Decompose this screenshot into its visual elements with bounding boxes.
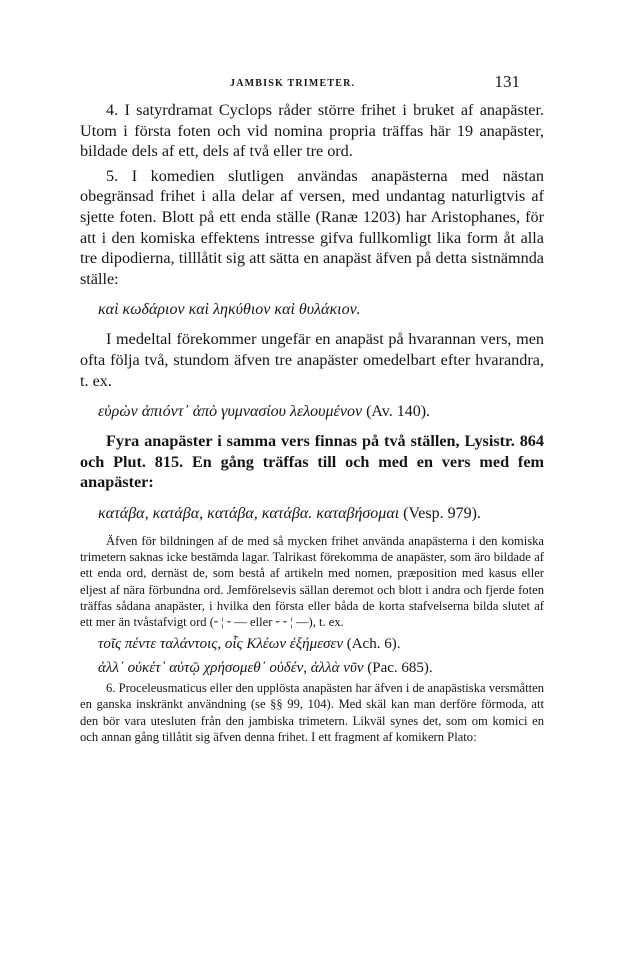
greek-verse-4-ref: (Ach. 6). <box>346 636 401 653</box>
greek-verse-2 <box>98 401 544 423</box>
paragraph-5: 5. I komedien slutligen användas anapästerna med nästan obegränsad frihet i alla delar af versen, med undantag naturligtvis af sjette foten. Blott på ett enda ställe (Ranæ 1203) har Aristophanes, för att i den komiska effektens intresse gifva fullkomligt lika form åt alla tre dipodierna, tilllåtit sig att sätta en anapäst äfven på detta sistnämnda ställe: <box>80 166 544 288</box>
running-head: JAMBISK TRIMETER. <box>230 78 356 89</box>
page-header <box>110 72 520 94</box>
greek-verse-1-text: καὶ κωδάριον καὶ ληκύθιον καὶ θυλάκιον. <box>98 301 361 319</box>
page-number: 131 <box>494 72 520 91</box>
greek-verse-5-text: ἀλλ᾽ οὐκέτ᾽ αὐτῷ χρήσομεθ᾽ οὐδέν, ἀλλὰ νῦν <box>98 660 364 677</box>
greek-verse-4 <box>98 634 544 654</box>
greek-verse-2-ref: (Av. 140). <box>366 403 431 421</box>
small-print-paragraph-1: Äfven för bildningen af de med så mycken frihet använda anapästerna i den komiska trimetern saknas icke bestämda lagar. Talrikast förekomma de anapäster, som äro bildade af ett enda ord, dernäst de, som bestå af artikeln med nomen, præposition med kasus eller eljest af nära förbundna ord. Jemförelsevis sällan deremot och blott i andra och fjerde foten träffas sådana anapäster, i hvilka den första eller båda de korta stafvelserna bilda slutet af ett mer än tvåstafvigt ord (⏑ ¦ ⏑ — eller ⏑ ⏑ ¦ —), t. ex. <box>80 533 544 629</box>
page-body <box>80 100 544 745</box>
paragraph-6: I medeltal förekommer ungefär en anapäst på hvarannan vers, men ofta följa två, stundom äfven tre anapäster omedelbart efter hvarandra, t. ex. <box>80 330 544 390</box>
greek-verse-2-text: εὑρὼν ἀπιόντ᾽ ἀπὸ γυμνασίου λελουμένον <box>98 403 363 421</box>
small-print-paragraph-2: 6. Proceleusmaticus eller den upplösta anapästen har äfven i de anapästiska versmåtten en ganska inskränkt användning (se §§ 99, 104). Med skäl kan man derföre förmoda, att den bör vara utesluten från den jambiska trimetern. Likväl synes det, som om komici en och annan gång tillåtit sig äfven denna frihet. I ett fragment af komikern Plato: <box>80 681 544 744</box>
greek-verse-4-text: τοῖς πέντε ταλάντοις, οἷς Κλέων ἐξήμεσεν <box>98 636 343 653</box>
greek-verse-3-text: κατάβα, κατάβα, κατάβα, κατάβα. καταβήσομαι <box>98 504 400 522</box>
greek-verse-3 <box>98 503 544 525</box>
paragraph-4: 4. I satyrdramat Cyclops råder större frihet i bruket af anapäster. Utom i första foten och vid nomina propria träffas här 19 anapäster, bildade dels af ett, dels af två eller tre ord. <box>80 101 544 161</box>
paragraph-7: Fyra anapäster i samma vers finnas på två ställen, Lysistr. 864 och Plut. 815. En gång träffas till och med en vers med fem anapäster: <box>80 432 544 492</box>
greek-verse-5-ref: (Pac. 685). <box>367 660 433 677</box>
greek-verse-5 <box>98 658 544 678</box>
greek-verse-1 <box>98 299 544 321</box>
greek-verse-3-ref: (Vesp. 979). <box>403 504 481 522</box>
